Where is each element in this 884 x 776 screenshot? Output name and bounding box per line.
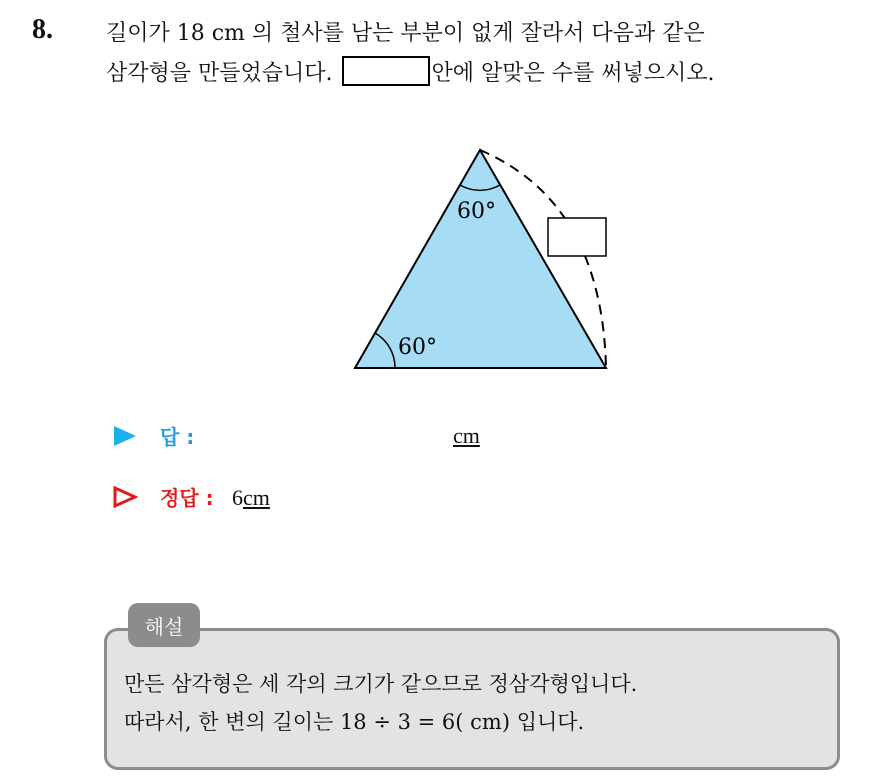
triangle-shape	[355, 150, 606, 368]
angle-label-left: 60°	[398, 335, 437, 360]
question-text-line1: 길이가 18 cm 의 철사를 남는 부분이 없게 잘라서 다음과 같은	[106, 21, 705, 46]
correct-answer-value: 6	[231, 485, 243, 510]
correct-answer-row	[112, 482, 270, 511]
side-length-blank-box	[548, 218, 606, 256]
play-triangle-icon	[112, 425, 138, 447]
triangle-figure	[340, 140, 640, 380]
solution-tag: 해설	[128, 603, 200, 647]
solution-line1: 만든 삼각형은 세 각의 크기가 같으므로 정삼각형입니다.	[124, 672, 638, 696]
correct-answer-label: 정답 :	[160, 486, 214, 510]
answer-unit: cm	[453, 423, 480, 448]
blank-box-symbol	[342, 56, 430, 86]
answer-row	[112, 421, 194, 450]
question-number: 8.	[32, 14, 53, 45]
outline-triangle-icon	[112, 486, 138, 508]
question-text-after-box: 안에 알맞은 수를 써넣으시오.	[431, 61, 715, 86]
question-text-line2	[106, 56, 715, 87]
question-text-before-box: 삼각형을 만들었습니다.	[106, 61, 333, 86]
angle-label-top: 60°	[457, 199, 496, 224]
answer-label: 답 :	[160, 425, 195, 449]
solution-line2: 따라서, 한 변의 길이는 18 ÷ 3 = 6( cm) 입니다.	[124, 710, 585, 734]
correct-answer-unit: cm	[242, 485, 270, 510]
solution-box	[104, 628, 840, 770]
